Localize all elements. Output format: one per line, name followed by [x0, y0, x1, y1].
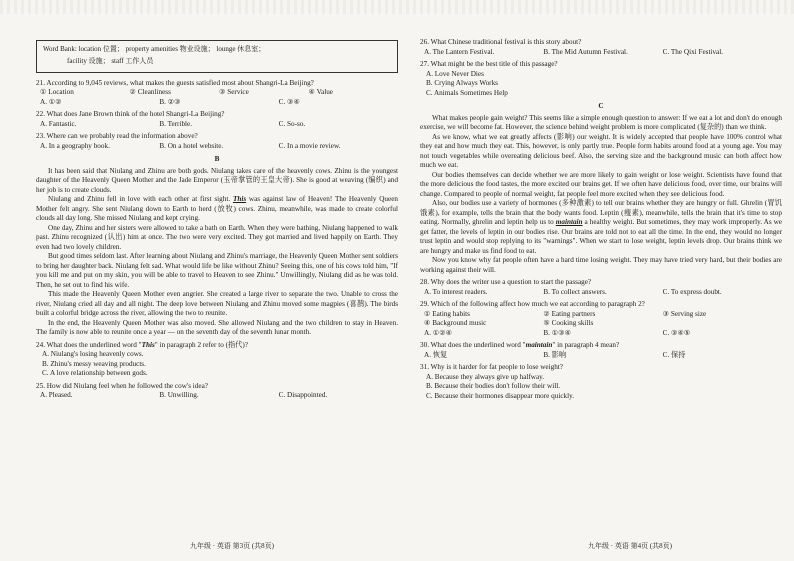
passage-b-paragraph: It has been said that Niulang and Zhinu are both gods. Niulang takes care of the heavenly cows. Zhinu is the youngest daughter of the Heavenly Queen Mother and the Jade Emperor (玉帝掌管的王皇大帝). She is good at weaving (编织) and her job is to create clouds.: [36, 166, 398, 194]
underlined-word-this: This: [232, 195, 247, 204]
question-31-stem: 31. Why is it harder for fat people to lose weight?: [420, 363, 563, 371]
q24-stem-start: 24. What does the underlined word ": [36, 340, 142, 349]
q29-item: ① Eating habits: [424, 309, 470, 318]
question-25: [36, 382, 398, 401]
q24-option-c: C. A love relationship between gods.: [42, 369, 148, 378]
question-21: [36, 79, 398, 108]
q21-item: ② Cleanliness: [129, 88, 171, 97]
q21-option-a: A. ①②: [40, 97, 62, 106]
passage-c-paragraph: As we know, what we eat greatly affects (影响) our weight. It is widely accepted that people have 100% control what they eat and how much they eat. This, however, is only partly true. People form habits around food at a young age. You may not touch vegetables while overeating delicious beef. Also, the serving size and the background music can both affect how much we eat.: [420, 132, 782, 169]
q25-option-b: B. Unwilling.: [159, 391, 199, 400]
passage-b-paragraph: In the end, the Heavenly Queen Mother was also moved. She allowed Niulang and the two children to stay in Heaven. The family is now able to reunite once a year — on the seventh day of the seventh lunar month.: [36, 318, 398, 337]
q27-option-c: C. Animals Sometimes Help: [426, 88, 508, 97]
q29-option-a: A. ①②④: [424, 328, 453, 337]
q29-option-c: C. ③④⑤: [662, 328, 691, 337]
word-bank-line-2: facility 设施； staff 工作人员: [67, 56, 154, 65]
q26-option-c: C. The Qixi Festival.: [662, 47, 724, 56]
section-b-heading: B: [214, 155, 220, 164]
word-bank-box: [36, 40, 398, 73]
question-22: [36, 110, 398, 129]
question-22-options: [40, 120, 398, 130]
passage-b-paragraph: One day, Zhinu and her sisters were allowed to take a bath on Earth. When they were bathing, Niulang happened to walk past. Zhinu recognized (认出) him at once. The two were very excited. They got married and lived happily on Earth. They even had two lovely children.: [36, 223, 398, 251]
q23-option-a: A. In a geography book.: [40, 141, 110, 150]
q23-option-c: C. In a movie review.: [278, 141, 341, 150]
question-29: [420, 300, 782, 338]
passage-c-p4-start: Also, our bodies use a variety of hormones (多种激素) to tell our brains whether they are hungry or full. Ghrelin (胃饥饿素), for example, tells the brain that the body wants food. Leptin (瘦素), meanwhile, tells the brain that it's time to stop eating. Normally, ghrelin and leptin help us to: [420, 199, 782, 226]
q21-option-c: C. ③④: [278, 97, 300, 106]
passage-c-paragraph: Our bodies themselves can decide whether we are more likely to gain weight or lose weight. Scientists have found that the more delicious the food tastes, the more excited our brains get. If we often have delicious food, over time, our brains will change. Compared to people of normal weight, fat people feel more excited when they see delicious food.: [420, 170, 782, 198]
q24-stem-word: This: [141, 340, 155, 349]
question-25-options: [40, 391, 398, 401]
q23-option-b: B. On a hotel website.: [159, 141, 224, 150]
question-29-items-row-1: [424, 310, 782, 320]
q25-option-c: C. Disappointed.: [278, 391, 328, 400]
q29-item: ④ Background music: [424, 319, 487, 327]
question-21-items: [40, 88, 398, 98]
q22-option-b: B. Terrible.: [159, 119, 193, 128]
q29-item: ② Eating partners: [543, 309, 596, 318]
question-30-options: [424, 351, 782, 361]
question-22-stem: 22. What does Jane Brown think of the hotel Shangri-La Beijing?: [36, 110, 225, 119]
q25-option-a: A. Pleased.: [40, 391, 73, 400]
left-column: [36, 40, 398, 401]
question-23-options: [40, 142, 398, 152]
q22-option-c: C. So-so.: [278, 119, 306, 128]
question-27-stem: 27. What might be the best title of this passage?: [420, 60, 558, 68]
q30-option-c: C. 保持: [662, 350, 686, 359]
passage-b-paragraph: But good times seldom last. After learning about Niulang and Zhinu's marriage, the Heavenly Queen Mother sent soldiers to bring her daughter back. Niulang felt sad. What would life be like without Zhinu? Seeing this, one of his cows told him, "If you kill me and put on my skin, you will be able to travel to Heaven to see Zhinu." Unwillingly, Niulang did as he was told. Then, he set out to find his wife.: [36, 252, 399, 289]
passage-b-paragraph: This made the Heavenly Queen Mother even angrier. She created a large river to separate the two. Unable to cross the river, Niulang cried all day and all night. The deep love between Niulang and Zhinu moved some magpies (喜鹊). The birds built a colorful bridge across the river, allowing the two to reunite.: [36, 290, 398, 318]
q30-option-b: B. 影响: [543, 350, 567, 359]
question-26-stem: 26. What Chinese traditional festival is this story about?: [420, 38, 582, 46]
passage-c-paragraph: What makes people gain weight? This seems like a simple enough question to answer: If we eat a lot and don't do enough exercise, we will become fat. However, the science behind weight problem is more complicated (复杂的) than we think.: [420, 113, 782, 131]
question-31: [420, 363, 782, 401]
question-29-stem: 29. Which of the following affect how much we eat according to paragraph 2?: [420, 300, 645, 308]
question-24-stem: [36, 341, 398, 351]
passage-b-p2-end: was against law of Heaven! The Heavenly Queen Mother felt angry. She sent Niulang down to Earth to herd (放牧) cows. Zhinu, meanwhile, was made to create colorful clouds all day long. She missed Niulang and kept crying.: [36, 195, 398, 223]
passage-b-paragraph: [36, 195, 398, 224]
question-29-options: [424, 329, 782, 339]
q30-stem-end: " in paragraph 4 mean?: [552, 341, 620, 349]
q29-item: ③ Serving size: [662, 309, 707, 318]
passage-b-p2-start: Niulang and Zhinu fell in love with each other at first sight.: [48, 195, 233, 204]
passage-c-paragraph: Now you know why fat people often have a hard time losing weight. They may have tried very hard, but their bodies are working against their will.: [420, 256, 782, 274]
passage-c-paragraph: [420, 199, 782, 256]
question-24: [36, 341, 398, 379]
q29-item: ⑤ Cooking skills: [543, 319, 594, 327]
question-26-options: [424, 48, 782, 58]
question-28: [420, 278, 782, 297]
q27-option-a: A. Love Never Dies: [426, 69, 484, 78]
passage-c-p4-end: a healthy weight. But sometimes, they may work improperly. As we get fatter, the levels of leptin in our bodies rise. Our brains are told not to eat all the time. In the end, they would no longer trust leptin and would stop replying to its "warnings". When we start to lose weight, leptin levels drop. Our brains think we are hungry and make us find food to eat.: [420, 218, 782, 255]
question-28-stem: 28. Why does the writer use a question to start the passage?: [420, 278, 592, 286]
question-30-stem: [420, 341, 782, 351]
q26-option-b: B. The Mid Autumn Festival.: [543, 47, 628, 56]
q28-option-b: B. To collect answers.: [543, 287, 607, 296]
page-footer-left: 九年级 · 英语 第3页 (共8页): [190, 541, 274, 550]
q21-item: ④ Value: [308, 88, 333, 97]
q28-option-a: A. To interest readers.: [424, 287, 488, 296]
q24-option-b: B. Zhinu's messy weaving products.: [42, 359, 146, 368]
q24-option-a: A. Niulang's losing heavenly cows.: [42, 350, 144, 359]
q29-option-b: B. ①③④: [543, 328, 572, 337]
section-c-heading: C: [598, 102, 604, 110]
question-30: [420, 341, 782, 360]
question-25-stem: 25. How did Niulang feel when he followed the cow's idea?: [36, 381, 208, 390]
question-29-items-row-2: [424, 319, 782, 329]
question-26: [420, 38, 782, 57]
q21-item: ① Location: [40, 88, 74, 97]
page-footer-right: 九年级 · 英语 第4页 (共8页): [588, 541, 672, 550]
q22-option-a: A. Fantastic.: [40, 119, 77, 128]
question-28-options: [424, 288, 782, 298]
q30-stem-word: maintain: [525, 341, 553, 349]
q26-option-a: A. The Lantern Festival.: [424, 47, 495, 56]
scan-noise-strip: [0, 0, 794, 14]
question-21-stem: 21. According to 9,045 reviews, what makes the guests satisfied most about Shangri-La Beijing?: [36, 78, 314, 87]
right-column: [420, 38, 782, 401]
q31-option-c: C. Because their hormones disappear more quickly.: [426, 391, 575, 400]
q21-item: ③ Service: [219, 88, 249, 97]
q27-option-b: B. Crying Always Works: [426, 79, 498, 87]
question-21-options: [40, 98, 398, 108]
underlined-word-maintain: maintain: [555, 218, 583, 226]
q31-option-a: A. Because they always give up halfway.: [426, 372, 545, 381]
question-23-stem: 23. Where can we probably read the information above?: [36, 132, 198, 141]
q30-option-a: A. 恢复: [424, 350, 448, 359]
question-27: [420, 60, 782, 98]
q24-stem-end: " in paragraph 2 refer to (指代)?: [154, 340, 248, 349]
question-23: [36, 132, 398, 151]
q30-stem-start: 30. What does the underlined word ": [420, 341, 526, 349]
q31-option-b: B. Because their bodies don't follow their will.: [426, 382, 561, 390]
word-bank-line-1: Word Bank: location 位置； property amenities 物业设施； lounge 休息室；: [43, 45, 266, 53]
q21-option-b: B. ②③: [159, 97, 181, 106]
q28-option-c: C. To express doubt.: [662, 287, 722, 296]
